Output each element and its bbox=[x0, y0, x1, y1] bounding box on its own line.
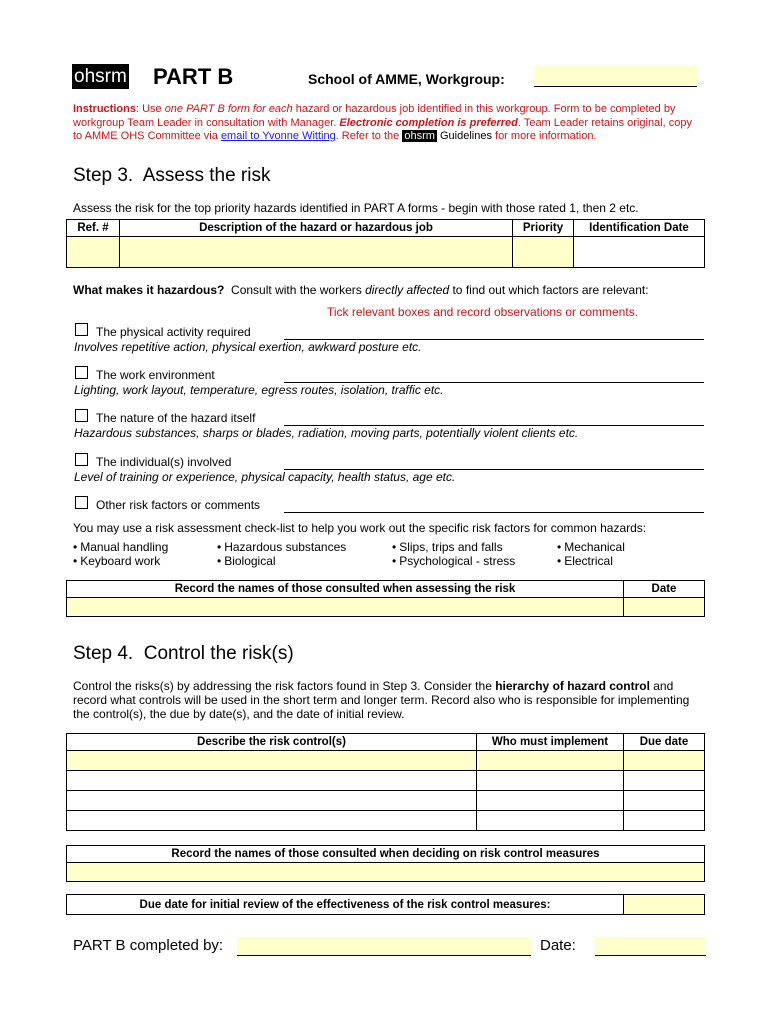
col-priority: Priority bbox=[513, 220, 574, 237]
hazard-table bbox=[66, 219, 705, 268]
control-table bbox=[66, 733, 705, 831]
step4-heading: Step 4. Control the risk(s) bbox=[73, 643, 294, 664]
implementer-input[interactable] bbox=[477, 811, 624, 831]
checklist-manual-handling: • Manual handling bbox=[73, 540, 168, 554]
factor-hazard-nature: The nature of the hazard itself Hazardous substances, sharps or blades, radiation, moving parts, potentially violent clients etc. bbox=[74, 407, 706, 443]
ohsrm-logo-inline: ohsrm bbox=[404, 130, 435, 142]
control-input[interactable] bbox=[67, 791, 477, 811]
factor-physical: The physical activity required Involves repetitive action, physical exertion, awkward posture etc. bbox=[74, 321, 706, 357]
date-label: Date: bbox=[540, 937, 576, 954]
step3-heading: Step 3. Assess the risk bbox=[73, 165, 271, 186]
col-description: Description of the hazard or hazardous job bbox=[120, 220, 513, 237]
checklist-psychological: • Psychological - stress bbox=[392, 554, 515, 568]
hazard-question: What makes it hazardous? Consult with the workers directly affected to find out which factors are relevant: bbox=[73, 283, 649, 297]
checklist-intro: You may use a risk assessment check-list to help you work out the specific risk factors for common hazards: bbox=[73, 521, 647, 535]
due-date-input[interactable] bbox=[624, 751, 705, 771]
factor-physical-checkbox[interactable] bbox=[75, 323, 88, 336]
checklist-keyboard-work: • Keyboard work bbox=[73, 554, 160, 568]
factor-individual: The individual(s) involved Level of training or experience, physical capacity, health status, age etc. bbox=[74, 451, 706, 487]
instructions-lead: Instructions bbox=[73, 103, 136, 115]
step4-intro: Control the risks(s) by addressing the risk factors found in Step 3. Consider the hierarchy of hazard control and record what controls will be used in the short term and longer term. Record also who is responsible for implementing the control(s), the due by date(s), and the date of initial review. bbox=[73, 679, 690, 721]
checklist-biological: • Biological bbox=[217, 554, 276, 568]
step3-consulted-header: Record the names of those consulted when assessing the risk bbox=[67, 581, 624, 598]
email-link[interactable]: email to Yvonne Witting bbox=[220, 130, 336, 142]
col-due-date: Due date bbox=[624, 734, 705, 751]
control-input[interactable] bbox=[67, 771, 477, 791]
step3-date-input[interactable] bbox=[624, 598, 705, 617]
factor-other: Other risk factors or comments bbox=[74, 494, 706, 516]
factor-hazard-nature-checkbox[interactable] bbox=[75, 409, 88, 422]
due-date-input[interactable] bbox=[624, 771, 705, 791]
control-input[interactable] bbox=[67, 751, 477, 771]
checklist-hazardous-substances: • Hazardous substances bbox=[217, 540, 346, 554]
step3-consulted-table bbox=[66, 580, 705, 617]
implementer-input[interactable] bbox=[477, 751, 624, 771]
completed-date-field[interactable] bbox=[595, 937, 706, 956]
review-label: Due date for initial review of the effectiveness of the risk control measures: bbox=[67, 895, 624, 915]
factor-environment: The work environment Lighting, work layout, temperature, egress routes, isolation, traffic etc. bbox=[74, 364, 706, 400]
checklist-slips-trips: • Slips, trips and falls bbox=[392, 540, 503, 554]
due-date-input[interactable] bbox=[624, 811, 705, 831]
workgroup-field[interactable] bbox=[534, 66, 697, 87]
priority-input[interactable] bbox=[513, 237, 574, 268]
step3-date-header: Date bbox=[624, 581, 705, 598]
step4-consulted-header: Record the names of those consulted when deciding on risk control measures bbox=[67, 846, 705, 863]
factor-individual-checkbox[interactable] bbox=[75, 453, 88, 466]
review-table bbox=[66, 894, 705, 915]
review-date-input[interactable] bbox=[624, 895, 705, 915]
col-identification-date: Identification Date bbox=[574, 220, 705, 237]
implementer-input[interactable] bbox=[477, 771, 624, 791]
factor-other-checkbox[interactable] bbox=[75, 496, 88, 509]
workgroup-label: School of AMME, Workgroup: bbox=[308, 71, 505, 87]
step3-consulted-input[interactable] bbox=[67, 598, 624, 617]
step3-intro: Assess the risk for the top priority hazards identified in PART A forms - begin with those rated 1, then 2 etc. bbox=[73, 201, 639, 215]
checklist-mechanical: • Mechanical bbox=[557, 540, 625, 554]
step4-consulted-input[interactable] bbox=[67, 863, 705, 882]
col-who-implements: Who must implement bbox=[477, 734, 624, 751]
step4-consulted-table bbox=[66, 845, 705, 882]
checklist-electrical: • Electrical bbox=[557, 554, 613, 568]
col-risk-control: Describe the risk control(s) bbox=[67, 734, 477, 751]
implementer-input[interactable] bbox=[477, 791, 624, 811]
factor-environment-checkbox[interactable] bbox=[75, 366, 88, 379]
factor-other-line[interactable] bbox=[284, 512, 704, 513]
completed-by-field[interactable] bbox=[237, 937, 531, 956]
instructions: Instructions: Use one PART B form for each hazard or hazardous job identified in this workgroup. Form to be completed by workgroup Team Leader in consultation with Manager. Electronic completion is preferred. Team Leader retains original, copy to AMME OHS Committee via email to Yvonne Witting. Refer to the ohsrm Guidelines for more information. bbox=[73, 103, 692, 142]
description-input[interactable] bbox=[120, 237, 513, 268]
ohsrm-logo: ohsrm bbox=[74, 66, 127, 87]
col-ref: Ref. # bbox=[67, 220, 120, 237]
control-input[interactable] bbox=[67, 811, 477, 831]
form-header bbox=[72, 63, 712, 95]
completed-by-label: PART B completed by: bbox=[73, 937, 224, 954]
tick-note: Tick relevant boxes and record observations or comments. bbox=[327, 305, 639, 319]
due-date-input[interactable] bbox=[624, 791, 705, 811]
ref-input[interactable] bbox=[67, 237, 120, 268]
identification-date-input[interactable] bbox=[574, 237, 705, 268]
form-title: PART B bbox=[153, 64, 234, 89]
